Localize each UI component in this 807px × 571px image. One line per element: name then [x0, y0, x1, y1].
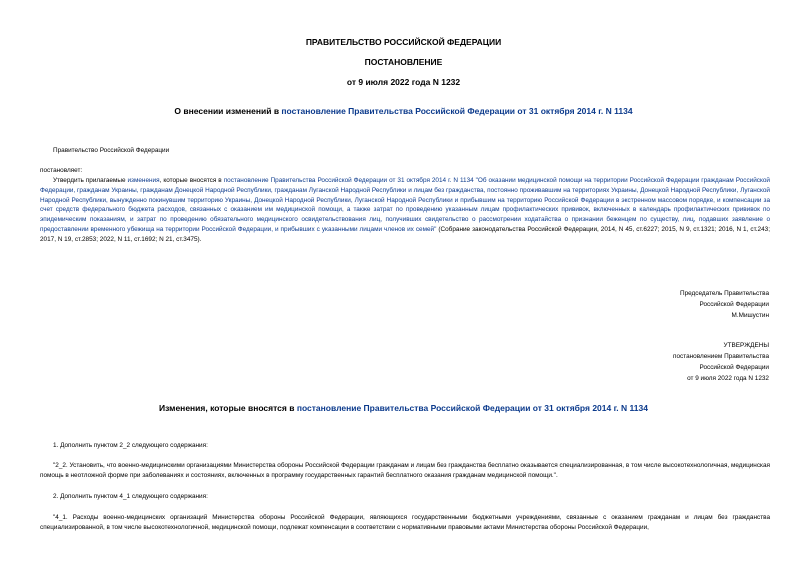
approved-line-4: от 9 июля 2022 года N 1232 [687, 375, 769, 382]
decree-1134-link[interactable]: постановление Правительства Российской Федерации от 31 октября 2014 г. N 1134 "Об оказании медицинской помощи на территории Российской Федерации гражданам Российской Федерации, гражданам Украины, гражданам Донецкой Народной Республики, гражданам Луганской Народной Республики и лицам без гражданства, постоянно проживавшим на территориях Украины, Донецкой Народной Республики, Луганской Народной Республики, вынужденно покинувшим территорию Украины, Донецкой Народной Республики, Луганской Народной Республики и прибывшим на территорию Российской Федерации в экстренном массовом порядке, и компенсации за счет средств федерального бюджета расходов, связанных с оказанием им медицинской помощи, а также затрат по проведению указанным лицам профилактических прививок, включенных в календарь профилактических прививок по эпидемическим показаниям, и затрат по проведению обязательного медицинского освидетельствования лиц, получивших свидетельство о рассмотрении ходатайства о признании беженцем по существу, лиц, подавших заявление о предоставлении временного убежища на территории Российской Федерации, и прибывших с указанными лицами членов их семей" [40, 177, 770, 233]
signature-line-2: Российской Федерации [699, 301, 769, 308]
decree-title [0, 106, 807, 116]
changes-title [0, 403, 807, 413]
intro-text: Правительство Российской Федерации [53, 147, 170, 154]
main-paragraph-c: (Собрание законодательства Российской Федерации, 2014, N 45, ст.6227; 2015, N 9, ст.1321; 2016, N 1, ст.243; 2017, N 19, ст.2853; 2022, N 11, ст.1692; N 21, ст.3475). [40, 225, 771, 243]
changes-link[interactable]: изменения [127, 177, 160, 184]
quote-2: "4_1. Расходы военно-медицинских организаций Министерства обороны Российской Федерации, являющихся государственными бюджетными учреждениями, связанные с оказанием гражданам и лицам без гражданства специализированной, в том числе высокотехнологичной, медицинской помощи, подлежат компенсации в соответствии с нормативными правовыми актами Министерства обороны Российской Федерации, [40, 514, 770, 531]
main-paragraph-a: Утвердить прилагаемые [53, 177, 128, 184]
approved-line-2: постановлением Правительства [673, 353, 769, 360]
decree-word: постановляет: [40, 167, 83, 174]
approved-line-1: УТВЕРЖДЕНЫ [723, 342, 769, 349]
item-2: 2. Дополнить пунктом 4_1 следующего содержания: [53, 493, 208, 500]
item-1: 1. Дополнить пунктом 2_2 следующего содержания: [53, 442, 208, 449]
approved-line-3: Российской Федерации [699, 364, 769, 371]
approved-block [673, 340, 769, 384]
decree-title-prefix: О внесении изменений в [174, 106, 282, 116]
changes-title-link[interactable]: постановление Правительства Российской Федерации от 31 октября 2014 г. N 1134 [296, 403, 648, 413]
changes-title-prefix: Изменения, которые вносятся в [159, 403, 297, 413]
signature-line-3: М.Мишустин [731, 312, 769, 319]
decree-date: от 9 июля 2022 года N 1232 [346, 77, 461, 87]
main-paragraph-b: , которые вносятся в [159, 177, 224, 184]
decree-type: ПОСТАНОВЛЕНИЕ [364, 57, 443, 67]
main-paragraph [40, 176, 770, 245]
government-heading: ПРАВИТЕЛЬСТВО РОССИЙСКОЙ ФЕДЕРАЦИИ [305, 37, 502, 47]
signature-line-1: Председатель Правительства [680, 290, 769, 297]
decree-title-link[interactable]: постановление Правительства Российской Федерации от 31 октября 2014 г. N 1134 [281, 106, 633, 116]
quote-1: "2_2. Установить, что военно-медицинскими организациями Министерства обороны Российской Федерации гражданам и лицам без гражданства бесплатно оказывается специализированная, в том числе высокотехнологичная, медицинская помощь в неотложной форме при заболеваниях и состояниях, включенных в программу государственных гарантий бесплатного оказания гражданам медицинской помощи.". [40, 462, 770, 479]
signature-block [680, 288, 769, 321]
